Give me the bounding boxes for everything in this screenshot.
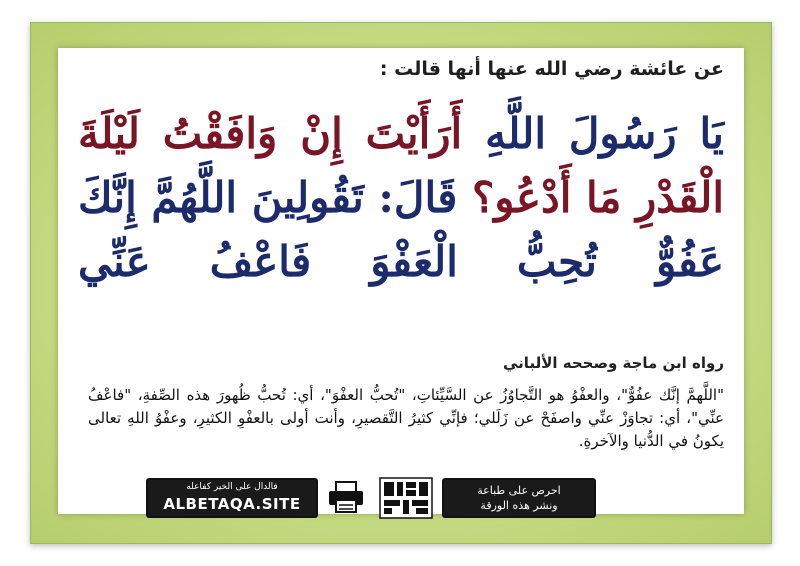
print-reminder-text: [452, 483, 586, 513]
site-url[interactable]: ALBETAQA.SITE: [163, 495, 301, 513]
print-reminder-line-1: احرص على طباعة: [477, 484, 561, 497]
hadith-card: [58, 48, 744, 514]
hadith-segment-1: يَا رَسُولَ اللَّهِ: [462, 109, 724, 158]
footer-bar: [146, 476, 596, 522]
site-badge[interactable]: [146, 478, 318, 518]
print-reminder-badge: [442, 478, 596, 518]
hadith-text: [78, 102, 724, 294]
hadith-segment-3: قَالَ: تَقُولِينَ اللَّهُمَّ إِنَّكَ عَفُوٌّ تُحِبُّ الْعَفْوَ فَاعْفُ عَنِّي: [78, 173, 724, 286]
hadith-source: رواه ابن ماجة وصححه الألباني: [503, 354, 724, 372]
print-reminder-line-2: ونشر هذه الورقة: [480, 499, 558, 512]
intro-line: عن عائشة رضي الله عنها أنها قالت :: [379, 58, 724, 80]
printer-icon: [326, 480, 366, 514]
hadith-segment-2: أَرَأَيْتَ إِنْ وَافَقْتُ لَيْلَةَ الْقَدْرِ مَا أَدْعُو؟: [78, 109, 724, 222]
commentary-text: "اللَّهمَّ إنَّك عفُوٌّ"، والعفْوُ هو التَّجاوُزُ عن السَّيِّئاتِ، "تُحبُّ العفْوَ"، أي: تُحبُّ ظُهورَ هذه الصِّفةِ، "فاعْفُ عنِّي"، أي: تجاوَزْ عنِّي واصفَحْ عن زَلَلي؛ فإنِّي كثيرُ التَّقصيرِ، وأنت أولى بالعفْوِ الكثيرِ، وعفْوُ اللهِ تعالى يكونُ في الدُّنيا والآخرةِ.: [88, 386, 724, 450]
site-tagline: فالدال على الخير كفاعله: [186, 482, 278, 492]
albetaqa-logo-icon: [378, 476, 434, 520]
